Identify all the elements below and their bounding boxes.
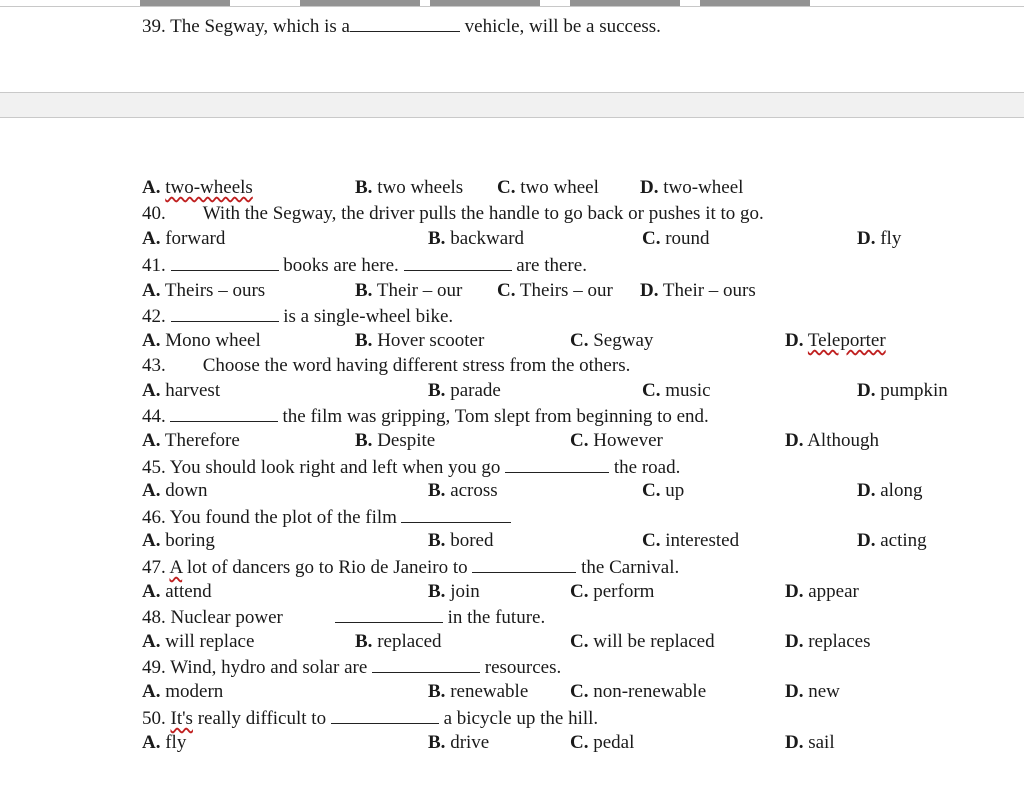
page-edge xyxy=(0,6,1024,7)
option-b: B. Hover scooter xyxy=(355,330,485,351)
question-48: 48. Nuclear power in the future. xyxy=(142,607,546,628)
option-a: A. modern xyxy=(142,681,224,702)
option-a: A. will replace xyxy=(142,631,255,652)
option-a: A. down xyxy=(142,480,208,501)
option-d: D. replaces xyxy=(785,631,871,652)
option-d: D. along xyxy=(857,480,923,501)
option-b: B. replaced xyxy=(355,631,442,652)
option-d: D. appear xyxy=(785,581,859,602)
option-d: D. Although xyxy=(785,430,879,451)
option-a: A. two-wheels xyxy=(142,177,253,198)
question-44: 44. the film was gripping, Tom slept from beginning to end. xyxy=(142,406,709,427)
option-c: C. round xyxy=(642,228,710,249)
question-text: vehicle, will be a success. xyxy=(464,16,661,37)
option-b: B. join xyxy=(428,581,480,602)
option-c: C. Segway xyxy=(570,330,654,351)
option-a: A. Therefore xyxy=(142,430,240,451)
option-a: A. boring xyxy=(142,530,215,551)
option-c: C. will be replaced xyxy=(570,631,715,652)
answer-blank xyxy=(331,707,439,724)
option-d: D. Teleporter xyxy=(785,330,886,351)
question-40: 40. With the Segway, the driver pulls the handle to go back or pushes it to go. xyxy=(142,203,764,224)
page-break xyxy=(0,92,1024,118)
option-b: B. renewable xyxy=(428,681,529,702)
answer-blank xyxy=(401,506,511,523)
option-b: B. Despite xyxy=(355,430,436,451)
question-42: 42. is a single-wheel bike. xyxy=(142,306,454,327)
question-41: 41. books are here. are there. xyxy=(142,255,587,276)
option-b: B. backward xyxy=(428,228,525,249)
question-39 xyxy=(142,15,661,38)
option-c: C. However xyxy=(570,430,663,451)
question-43: 43. Choose the word having different stress from the others. xyxy=(142,355,631,376)
answer-blank xyxy=(505,456,609,473)
option-c: C. perform xyxy=(570,581,655,602)
option-c: C. music xyxy=(642,380,711,401)
answer-blank xyxy=(170,405,278,422)
option-d: D. two-wheel xyxy=(640,177,744,198)
option-d: D. pumpkin xyxy=(857,380,948,401)
option-d: D. sail xyxy=(785,732,835,753)
option-a: A. fly xyxy=(142,732,187,753)
answer-blank xyxy=(372,656,480,673)
question-46: 46. You found the plot of the film xyxy=(142,506,511,529)
option-b: B. across xyxy=(428,480,498,501)
answer-blank xyxy=(472,556,576,573)
question-47: 47. A lot of dancers go to Rio de Janeiro to the Carnival. xyxy=(142,557,680,578)
option-c: C. two wheel xyxy=(497,177,599,198)
answer-blank xyxy=(171,305,279,322)
option-a: A. Mono wheel xyxy=(142,330,261,351)
question-49: 49. Wind, hydro and solar are resources. xyxy=(142,657,562,678)
option-c: C. pedal xyxy=(570,732,635,753)
option-b: B. bored xyxy=(428,530,494,551)
option-d: D. fly xyxy=(857,228,902,249)
question-text: The Segway, which is a xyxy=(170,16,350,37)
option-a: A. Theirs – ours xyxy=(142,280,266,301)
option-c: C. interested xyxy=(642,530,740,551)
option-b: B. Their – our xyxy=(355,280,463,301)
option-c: C. Theirs – our xyxy=(497,280,613,301)
question-45: 45. You should look right and left when you go the road. xyxy=(142,457,681,478)
option-d: D. acting xyxy=(857,530,927,551)
option-b: B. two wheels xyxy=(355,177,464,198)
option-d: D. new xyxy=(785,681,840,702)
answer-blank xyxy=(171,254,279,271)
option-d: D. Their – ours xyxy=(640,280,756,301)
option-b: B. drive xyxy=(428,732,490,753)
option-c: C. non-renewable xyxy=(570,681,707,702)
answer-blank xyxy=(350,15,460,32)
question-number: 39. xyxy=(142,16,166,37)
option-a: A. harvest xyxy=(142,380,221,401)
answer-blank xyxy=(404,254,512,271)
option-a: A. attend xyxy=(142,581,212,602)
option-c: C. up xyxy=(642,480,685,501)
option-b: B. parade xyxy=(428,380,501,401)
question-50: 50. It's really difficult to a bicycle up the hill. xyxy=(142,708,599,729)
option-a: A. forward xyxy=(142,228,226,249)
answer-blank xyxy=(335,606,443,623)
